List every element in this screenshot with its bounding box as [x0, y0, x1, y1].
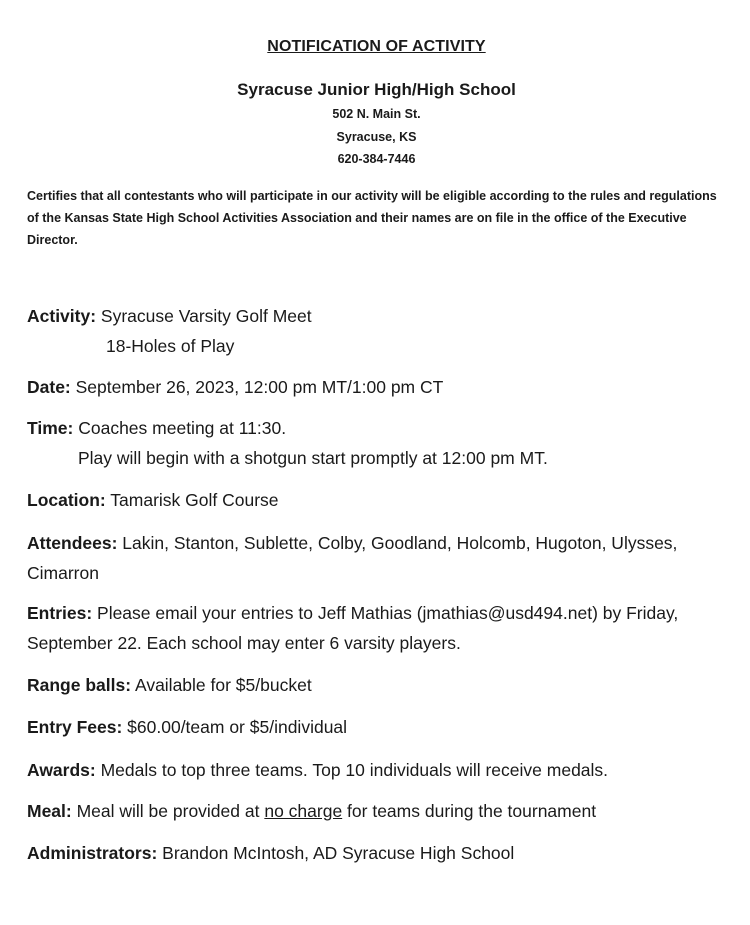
awards-value: Medals to top three teams. Top 10 individuals will receive medals.	[95, 760, 609, 780]
time-entry	[27, 413, 732, 473]
time-value: Coaches meeting at 11:30.	[73, 418, 287, 438]
location-value: Tamarisk Golf Course	[105, 490, 279, 510]
entry-fees-label: Entry Fees:	[27, 717, 123, 737]
activity-entry	[27, 301, 732, 361]
document-title: NOTIFICATION OF ACTIVITY	[267, 38, 486, 55]
administrators-label: Administrators:	[27, 843, 158, 863]
date-entry	[27, 372, 732, 402]
school-city-state: Syracuse, KS	[336, 130, 417, 144]
attendees-entry	[27, 528, 732, 588]
time-label: Time:	[27, 418, 74, 438]
date-label: Date:	[27, 377, 71, 397]
administrators-entry	[27, 838, 732, 868]
awards-label: Awards:	[27, 760, 96, 780]
date-value: September 26, 2023, 12:00 pm MT/1:00 pm CT	[70, 377, 444, 397]
activity-value: Syracuse Varsity Golf Meet	[96, 306, 312, 326]
range-balls-value: Available for $5/bucket	[131, 675, 312, 695]
entries-entry	[27, 598, 732, 658]
entry-fees-value: $60.00/team or $5/individual	[122, 717, 348, 737]
meal-value-after: for teams during the tournament	[342, 801, 597, 821]
administrators-value: Brandon McIntosh, AD Syracuse High School	[157, 843, 515, 863]
activity-subline: 18-Holes of Play	[106, 336, 235, 356]
awards-entry	[27, 755, 732, 785]
meal-label: Meal:	[27, 801, 72, 821]
meal-value-before: Meal will be provided at	[71, 801, 265, 821]
range-balls-label: Range balls:	[27, 675, 132, 695]
entries-value: Please email your entries to Jeff Mathias (jmathias@usd494.net) by Friday, September 22. Each school may enter 6 varsity players.	[27, 603, 679, 653]
range-balls-entry	[27, 670, 732, 700]
meal-no-charge: no charge	[264, 801, 343, 821]
time-subline: Play will begin with a shotgun start promptly at 12:00 pm MT.	[78, 448, 548, 468]
school-phone: 620-384-7446	[337, 152, 416, 166]
entry-fees-entry	[27, 712, 732, 742]
location-label: Location:	[27, 490, 106, 510]
attendees-value: Lakin, Stanton, Sublette, Colby, Goodland, Holcomb, Hugoton, Ulysses, Cimarron	[27, 533, 678, 583]
entries-label: Entries:	[27, 603, 93, 623]
school-name: Syracuse Junior High/High School	[237, 80, 516, 99]
location-entry	[27, 485, 732, 515]
school-street-address: 502 N. Main St.	[332, 107, 421, 121]
certification-statement: Certifies that all contestants who will participate in our activity will be eligible according to the rules and regulations of the Kansas State High School Activities Association and their names are on file in the office of the Executive Director.	[27, 189, 717, 247]
meal-entry	[27, 796, 732, 826]
activity-label: Activity:	[27, 306, 97, 326]
attendees-label: Attendees:	[27, 533, 118, 553]
